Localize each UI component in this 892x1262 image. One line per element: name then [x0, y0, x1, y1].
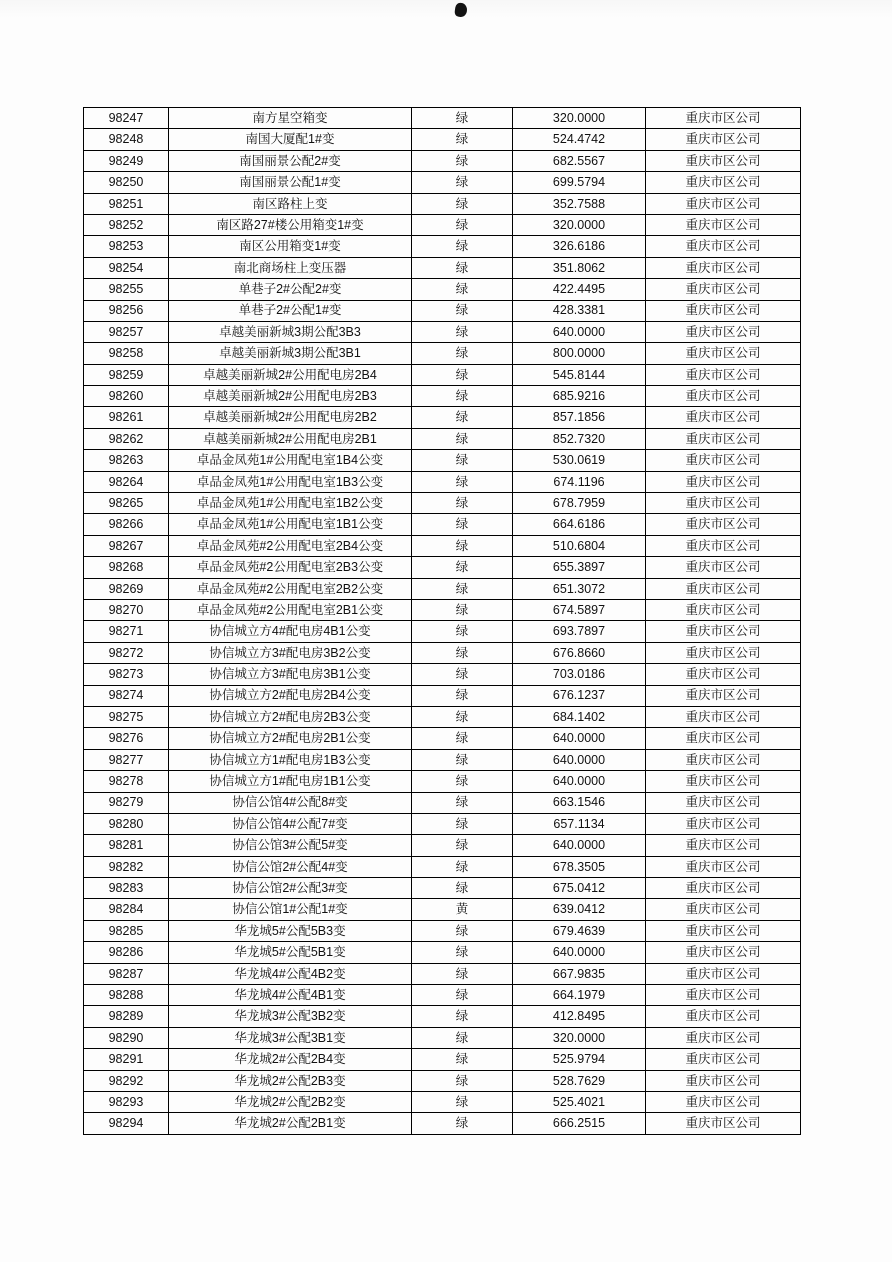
cell-company: 重庆市区公司	[646, 963, 801, 984]
cell-record-id: 98288	[84, 985, 169, 1006]
cell-value: 675.0412	[513, 878, 646, 899]
cell-record-id: 98249	[84, 150, 169, 171]
cell-record-id: 98248	[84, 129, 169, 150]
cell-record-id: 98268	[84, 557, 169, 578]
cell-value: 657.1134	[513, 813, 646, 834]
cell-company: 重庆市区公司	[646, 150, 801, 171]
cell-name: 协信城立方3#配电房3B1公变	[169, 664, 412, 685]
cell-record-id: 98283	[84, 878, 169, 899]
cell-record-id: 98250	[84, 172, 169, 193]
cell-company: 重庆市区公司	[646, 214, 801, 235]
cell-value: 640.0000	[513, 942, 646, 963]
cell-name: 卓品金凤苑1#公用配电室1B4公变	[169, 450, 412, 471]
table-row	[84, 279, 801, 300]
cell-record-id: 98292	[84, 1070, 169, 1091]
cell-company: 重庆市区公司	[646, 1113, 801, 1134]
cell-record-id: 98258	[84, 343, 169, 364]
cell-name: 卓越美丽新城3期公配3B3	[169, 321, 412, 342]
table-row	[84, 728, 801, 749]
cell-value: 703.0186	[513, 664, 646, 685]
cell-status: 绿	[412, 985, 513, 1006]
cell-value: 640.0000	[513, 749, 646, 770]
cell-value: 640.0000	[513, 835, 646, 856]
table-row	[84, 300, 801, 321]
cell-status: 绿	[412, 172, 513, 193]
cell-record-id: 98271	[84, 621, 169, 642]
table-row	[84, 1091, 801, 1112]
cell-company: 重庆市区公司	[646, 428, 801, 449]
cell-record-id: 98276	[84, 728, 169, 749]
table-row	[84, 1070, 801, 1091]
cell-status: 绿	[412, 963, 513, 984]
cell-company: 重庆市区公司	[646, 321, 801, 342]
cell-status: 绿	[412, 813, 513, 834]
cell-name: 华龙城2#公配2B2变	[169, 1091, 412, 1112]
table-row	[84, 257, 801, 278]
table-row	[84, 749, 801, 770]
cell-status: 绿	[412, 300, 513, 321]
cell-status: 绿	[412, 428, 513, 449]
table-row	[84, 1027, 801, 1048]
table-row	[84, 685, 801, 706]
cell-name: 协信城立方2#配电房2B4公变	[169, 685, 412, 706]
table-row	[84, 428, 801, 449]
cell-value: 678.7959	[513, 493, 646, 514]
cell-record-id: 98279	[84, 792, 169, 813]
table-row	[84, 1006, 801, 1027]
cell-company: 重庆市区公司	[646, 364, 801, 385]
table-row	[84, 386, 801, 407]
table-row	[84, 150, 801, 171]
cell-company: 重庆市区公司	[646, 771, 801, 792]
cell-value: 664.1979	[513, 985, 646, 1006]
cell-name: 卓品金凤苑#2公用配电室2B3公变	[169, 557, 412, 578]
cell-name: 卓品金凤苑#2公用配电室2B1公变	[169, 599, 412, 620]
cell-record-id: 98280	[84, 813, 169, 834]
cell-status: 绿	[412, 279, 513, 300]
cell-status: 黄	[412, 899, 513, 920]
cell-record-id: 98265	[84, 493, 169, 514]
cell-value: 676.1237	[513, 685, 646, 706]
cell-name: 卓越美丽新城2#公用配电房2B3	[169, 386, 412, 407]
cell-value: 525.4021	[513, 1091, 646, 1112]
table-row	[84, 621, 801, 642]
cell-status: 绿	[412, 557, 513, 578]
cell-value: 530.0619	[513, 450, 646, 471]
cell-company: 重庆市区公司	[646, 835, 801, 856]
cell-status: 绿	[412, 664, 513, 685]
cell-status: 绿	[412, 193, 513, 214]
cell-status: 绿	[412, 878, 513, 899]
table-row	[84, 535, 801, 556]
transformer-table	[83, 107, 801, 1135]
cell-record-id: 98285	[84, 920, 169, 941]
cell-value: 422.4495	[513, 279, 646, 300]
table-body	[84, 108, 801, 1135]
table-row	[84, 236, 801, 257]
cell-name: 单巷子2#公配2#变	[169, 279, 412, 300]
cell-record-id: 98290	[84, 1027, 169, 1048]
table-row	[84, 792, 801, 813]
cell-company: 重庆市区公司	[646, 685, 801, 706]
cell-record-id: 98266	[84, 514, 169, 535]
cell-value: 640.0000	[513, 321, 646, 342]
ink-blot-artifact	[454, 2, 468, 18]
cell-value: 651.3072	[513, 578, 646, 599]
cell-name: 华龙城5#公配5B3变	[169, 920, 412, 941]
table-row	[84, 599, 801, 620]
cell-company: 重庆市区公司	[646, 1070, 801, 1091]
cell-status: 绿	[412, 471, 513, 492]
cell-name: 协信公馆1#公配1#变	[169, 899, 412, 920]
cell-status: 绿	[412, 856, 513, 877]
cell-name: 卓品金凤苑1#公用配电室1B2公变	[169, 493, 412, 514]
cell-value: 545.8144	[513, 364, 646, 385]
cell-name: 协信公馆4#公配8#变	[169, 792, 412, 813]
cell-name: 卓品金凤苑#2公用配电室2B2公变	[169, 578, 412, 599]
table-row	[84, 129, 801, 150]
cell-record-id: 98254	[84, 257, 169, 278]
cell-value: 699.5794	[513, 172, 646, 193]
cell-company: 重庆市区公司	[646, 920, 801, 941]
cell-name: 华龙城5#公配5B1变	[169, 942, 412, 963]
cell-value: 428.3381	[513, 300, 646, 321]
table-row	[84, 920, 801, 941]
cell-name: 协信公馆3#公配5#变	[169, 835, 412, 856]
cell-name: 卓越美丽新城2#公用配电房2B4	[169, 364, 412, 385]
cell-record-id: 98253	[84, 236, 169, 257]
table-row	[84, 321, 801, 342]
cell-status: 绿	[412, 706, 513, 727]
cell-value: 852.7320	[513, 428, 646, 449]
table-row	[84, 493, 801, 514]
cell-value: 326.6186	[513, 236, 646, 257]
cell-name: 华龙城4#公配4B2变	[169, 963, 412, 984]
cell-record-id: 98294	[84, 1113, 169, 1134]
cell-value: 352.7588	[513, 193, 646, 214]
table-row	[84, 172, 801, 193]
cell-status: 绿	[412, 920, 513, 941]
table-row	[84, 835, 801, 856]
cell-status: 绿	[412, 578, 513, 599]
cell-name: 南国丽景公配2#变	[169, 150, 412, 171]
cell-value: 678.3505	[513, 856, 646, 877]
cell-status: 绿	[412, 150, 513, 171]
cell-record-id: 98287	[84, 963, 169, 984]
cell-company: 重庆市区公司	[646, 878, 801, 899]
cell-status: 绿	[412, 1091, 513, 1112]
cell-status: 绿	[412, 493, 513, 514]
cell-name: 协信城立方2#配电房2B3公变	[169, 706, 412, 727]
table-row	[84, 557, 801, 578]
cell-name: 协信公馆2#公配4#变	[169, 856, 412, 877]
cell-value: 663.1546	[513, 792, 646, 813]
cell-name: 协信城立方1#配电房1B3公变	[169, 749, 412, 770]
cell-company: 重庆市区公司	[646, 706, 801, 727]
cell-company: 重庆市区公司	[646, 899, 801, 920]
cell-status: 绿	[412, 1070, 513, 1091]
cell-company: 重庆市区公司	[646, 129, 801, 150]
cell-status: 绿	[412, 386, 513, 407]
cell-status: 绿	[412, 749, 513, 770]
table-row	[84, 514, 801, 535]
cell-name: 卓品金凤苑1#公用配电室1B3公变	[169, 471, 412, 492]
cell-record-id: 98252	[84, 214, 169, 235]
cell-name: 单巷子2#公配1#变	[169, 300, 412, 321]
cell-company: 重庆市区公司	[646, 642, 801, 663]
cell-record-id: 98263	[84, 450, 169, 471]
cell-status: 绿	[412, 1113, 513, 1134]
table-row	[84, 878, 801, 899]
cell-status: 绿	[412, 1006, 513, 1027]
cell-company: 重庆市区公司	[646, 257, 801, 278]
cell-status: 绿	[412, 685, 513, 706]
cell-record-id: 98275	[84, 706, 169, 727]
cell-value: 639.0412	[513, 899, 646, 920]
table-row	[84, 578, 801, 599]
cell-company: 重庆市区公司	[646, 728, 801, 749]
cell-record-id: 98269	[84, 578, 169, 599]
cell-value: 320.0000	[513, 1027, 646, 1048]
cell-company: 重庆市区公司	[646, 664, 801, 685]
cell-company: 重庆市区公司	[646, 450, 801, 471]
cell-status: 绿	[412, 450, 513, 471]
table-row	[84, 407, 801, 428]
table-row	[84, 471, 801, 492]
cell-company: 重庆市区公司	[646, 578, 801, 599]
cell-name: 协信城立方1#配电房1B1公变	[169, 771, 412, 792]
table-row	[84, 771, 801, 792]
cell-value: 640.0000	[513, 771, 646, 792]
cell-record-id: 98270	[84, 599, 169, 620]
cell-company: 重庆市区公司	[646, 279, 801, 300]
cell-status: 绿	[412, 621, 513, 642]
cell-record-id: 98286	[84, 942, 169, 963]
cell-company: 重庆市区公司	[646, 172, 801, 193]
table-row	[84, 642, 801, 663]
cell-status: 绿	[412, 728, 513, 749]
cell-company: 重庆市区公司	[646, 557, 801, 578]
cell-value: 682.5567	[513, 150, 646, 171]
cell-name: 卓越美丽新城2#公用配电房2B1	[169, 428, 412, 449]
cell-company: 重庆市区公司	[646, 108, 801, 129]
cell-status: 绿	[412, 407, 513, 428]
cell-record-id: 98261	[84, 407, 169, 428]
cell-record-id: 98257	[84, 321, 169, 342]
cell-name: 协信城立方4#配电房4B1公变	[169, 621, 412, 642]
cell-name: 南区公用箱变1#变	[169, 236, 412, 257]
cell-value: 351.8062	[513, 257, 646, 278]
cell-company: 重庆市区公司	[646, 300, 801, 321]
cell-record-id: 98260	[84, 386, 169, 407]
cell-status: 绿	[412, 599, 513, 620]
table-row	[84, 343, 801, 364]
cell-company: 重庆市区公司	[646, 1091, 801, 1112]
cell-status: 绿	[412, 343, 513, 364]
cell-name: 卓越美丽新城2#公用配电房2B2	[169, 407, 412, 428]
table-row	[84, 706, 801, 727]
cell-record-id: 98255	[84, 279, 169, 300]
cell-record-id: 98256	[84, 300, 169, 321]
cell-value: 676.8660	[513, 642, 646, 663]
cell-value: 412.8495	[513, 1006, 646, 1027]
table-row	[84, 1113, 801, 1134]
cell-name: 南方星空箱变	[169, 108, 412, 129]
cell-company: 重庆市区公司	[646, 621, 801, 642]
cell-record-id: 98262	[84, 428, 169, 449]
cell-status: 绿	[412, 771, 513, 792]
cell-value: 524.4742	[513, 129, 646, 150]
cell-status: 绿	[412, 108, 513, 129]
table-row	[84, 856, 801, 877]
cell-name: 卓品金凤苑1#公用配电室1B1公变	[169, 514, 412, 535]
cell-company: 重庆市区公司	[646, 1027, 801, 1048]
cell-company: 重庆市区公司	[646, 1049, 801, 1070]
cell-status: 绿	[412, 792, 513, 813]
cell-value: 684.1402	[513, 706, 646, 727]
table-row	[84, 1049, 801, 1070]
cell-value: 800.0000	[513, 343, 646, 364]
cell-record-id: 98282	[84, 856, 169, 877]
cell-company: 重庆市区公司	[646, 386, 801, 407]
table-row	[84, 664, 801, 685]
cell-record-id: 98251	[84, 193, 169, 214]
cell-company: 重庆市区公司	[646, 471, 801, 492]
cell-status: 绿	[412, 1027, 513, 1048]
table-row	[84, 813, 801, 834]
cell-value: 666.2515	[513, 1113, 646, 1134]
cell-record-id: 98293	[84, 1091, 169, 1112]
cell-status: 绿	[412, 236, 513, 257]
cell-company: 重庆市区公司	[646, 236, 801, 257]
cell-company: 重庆市区公司	[646, 343, 801, 364]
cell-value: 693.7897	[513, 621, 646, 642]
cell-record-id: 98284	[84, 899, 169, 920]
cell-status: 绿	[412, 942, 513, 963]
cell-record-id: 98264	[84, 471, 169, 492]
cell-name: 卓品金凤苑#2公用配电室2B4公变	[169, 535, 412, 556]
cell-value: 679.4639	[513, 920, 646, 941]
cell-value: 857.1856	[513, 407, 646, 428]
cell-company: 重庆市区公司	[646, 985, 801, 1006]
cell-record-id: 98273	[84, 664, 169, 685]
cell-value: 655.3897	[513, 557, 646, 578]
cell-name: 南国大厦配1#变	[169, 129, 412, 150]
cell-company: 重庆市区公司	[646, 193, 801, 214]
cell-value: 525.9794	[513, 1049, 646, 1070]
cell-value: 510.6804	[513, 535, 646, 556]
cell-record-id: 98278	[84, 771, 169, 792]
cell-company: 重庆市区公司	[646, 1006, 801, 1027]
cell-name: 南国丽景公配1#变	[169, 172, 412, 193]
cell-status: 绿	[412, 129, 513, 150]
cell-value: 320.0000	[513, 108, 646, 129]
cell-value: 674.1196	[513, 471, 646, 492]
table-row	[84, 942, 801, 963]
cell-status: 绿	[412, 642, 513, 663]
cell-status: 绿	[412, 364, 513, 385]
cell-record-id: 98281	[84, 835, 169, 856]
table-row	[84, 193, 801, 214]
cell-company: 重庆市区公司	[646, 813, 801, 834]
cell-value: 685.9216	[513, 386, 646, 407]
cell-status: 绿	[412, 1049, 513, 1070]
cell-record-id: 98247	[84, 108, 169, 129]
table-row	[84, 214, 801, 235]
table-row	[84, 450, 801, 471]
cell-record-id: 98291	[84, 1049, 169, 1070]
cell-name: 卓越美丽新城3期公配3B1	[169, 343, 412, 364]
cell-company: 重庆市区公司	[646, 535, 801, 556]
cell-name: 华龙城2#公配2B3变	[169, 1070, 412, 1091]
table-row	[84, 985, 801, 1006]
cell-record-id: 98259	[84, 364, 169, 385]
cell-name: 协信城立方2#配电房2B1公变	[169, 728, 412, 749]
cell-record-id: 98272	[84, 642, 169, 663]
cell-company: 重庆市区公司	[646, 942, 801, 963]
cell-name: 华龙城3#公配3B2变	[169, 1006, 412, 1027]
cell-name: 华龙城2#公配2B1变	[169, 1113, 412, 1134]
cell-value: 320.0000	[513, 214, 646, 235]
cell-name: 南北商场柱上变压器	[169, 257, 412, 278]
cell-company: 重庆市区公司	[646, 514, 801, 535]
cell-company: 重庆市区公司	[646, 493, 801, 514]
cell-name: 协信公馆4#公配7#变	[169, 813, 412, 834]
cell-name: 南区路27#楼公用箱变1#变	[169, 214, 412, 235]
table-row	[84, 108, 801, 129]
table-row	[84, 364, 801, 385]
cell-company: 重庆市区公司	[646, 407, 801, 428]
cell-name: 华龙城2#公配2B4变	[169, 1049, 412, 1070]
cell-name: 华龙城3#公配3B1变	[169, 1027, 412, 1048]
cell-record-id: 98289	[84, 1006, 169, 1027]
cell-company: 重庆市区公司	[646, 749, 801, 770]
table-row	[84, 899, 801, 920]
cell-name: 华龙城4#公配4B1变	[169, 985, 412, 1006]
cell-record-id: 98277	[84, 749, 169, 770]
cell-status: 绿	[412, 835, 513, 856]
cell-name: 南区路柱上变	[169, 193, 412, 214]
cell-company: 重庆市区公司	[646, 792, 801, 813]
cell-record-id: 98274	[84, 685, 169, 706]
cell-name: 协信城立方3#配电房3B2公变	[169, 642, 412, 663]
table-row	[84, 963, 801, 984]
cell-value: 667.9835	[513, 963, 646, 984]
cell-value: 528.7629	[513, 1070, 646, 1091]
cell-company: 重庆市区公司	[646, 856, 801, 877]
cell-value: 674.5897	[513, 599, 646, 620]
cell-record-id: 98267	[84, 535, 169, 556]
cell-status: 绿	[412, 535, 513, 556]
cell-status: 绿	[412, 214, 513, 235]
cell-status: 绿	[412, 514, 513, 535]
cell-value: 664.6186	[513, 514, 646, 535]
cell-status: 绿	[412, 257, 513, 278]
cell-company: 重庆市区公司	[646, 599, 801, 620]
cell-value: 640.0000	[513, 728, 646, 749]
cell-name: 协信公馆2#公配3#变	[169, 878, 412, 899]
cell-status: 绿	[412, 321, 513, 342]
